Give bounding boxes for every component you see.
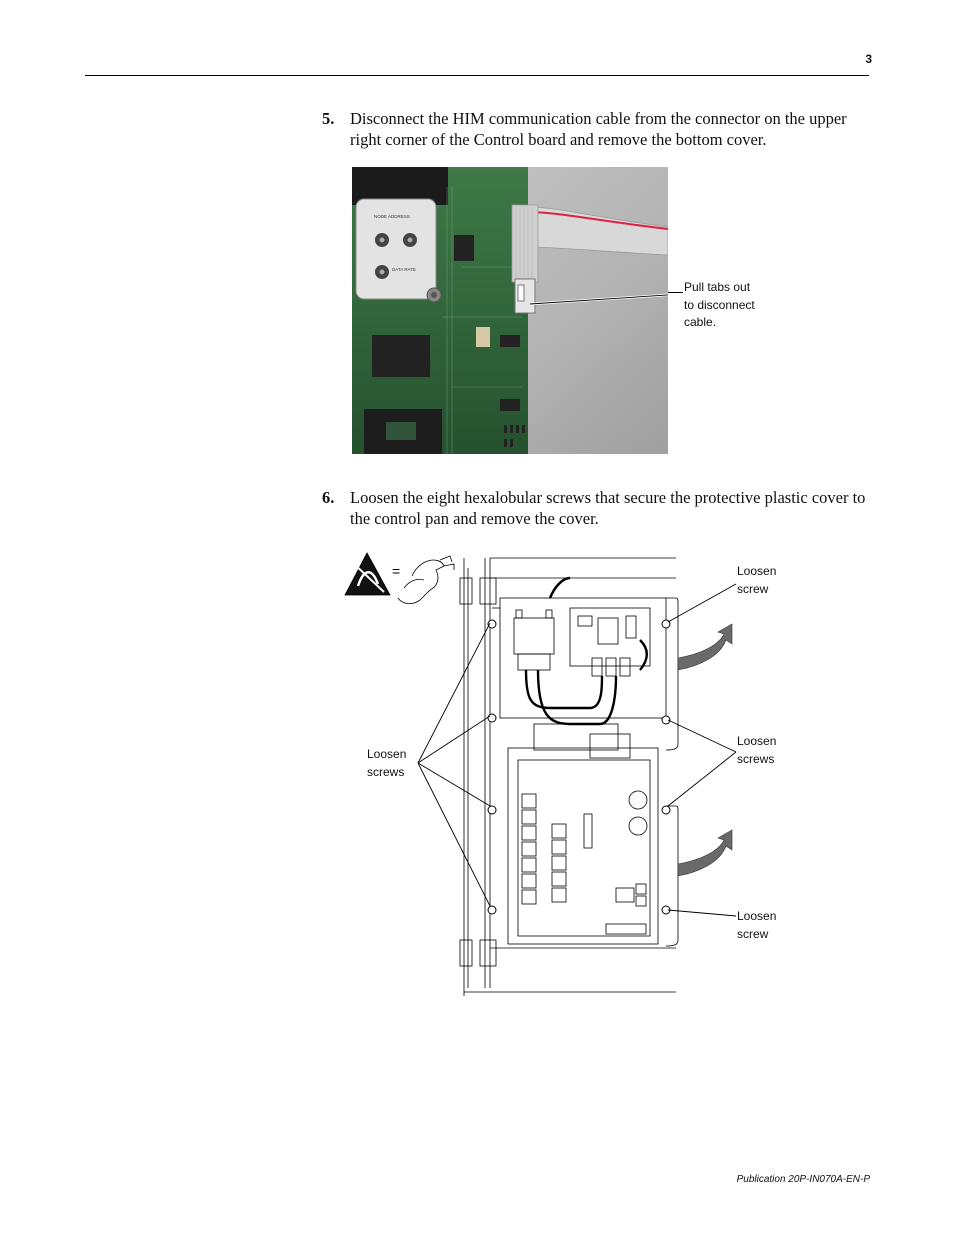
callout-line: cable. bbox=[684, 315, 717, 329]
step-5 bbox=[322, 108, 882, 152]
callout-line: screw bbox=[737, 926, 769, 941]
node-address-label: NODE ADDRESS bbox=[374, 214, 410, 219]
him-cable-photo-svg bbox=[352, 167, 668, 454]
loosen-screw-bottom-callout bbox=[737, 908, 817, 943]
remove-arrow-bottom bbox=[678, 830, 732, 876]
loosen-screws-middle-callout bbox=[737, 733, 817, 768]
loosen-screw-top-callout bbox=[737, 563, 817, 598]
callout-line: Loosen bbox=[737, 564, 777, 578]
remove-arrow-top bbox=[678, 624, 732, 670]
loosen-screws-left-callout bbox=[367, 746, 447, 781]
callout-line: screw bbox=[737, 581, 769, 596]
pull-tabs-callout bbox=[684, 279, 794, 332]
callout-line: screws bbox=[737, 751, 775, 766]
step-6 bbox=[322, 487, 882, 531]
data-rate-label: DATA RATE bbox=[392, 267, 417, 272]
publication-footer: Publication 20P-IN070A-EN-P bbox=[736, 1174, 870, 1185]
page-number: 3 bbox=[865, 52, 872, 66]
callout-line: Loosen bbox=[367, 747, 407, 761]
step-number: 6. bbox=[322, 488, 335, 507]
esd-warning-icon bbox=[345, 553, 390, 595]
callout-line: Loosen bbox=[737, 734, 777, 748]
callout-line: Loosen bbox=[737, 909, 777, 923]
hand-ground-icon bbox=[398, 560, 444, 604]
callout-line: screws bbox=[367, 764, 405, 779]
step-text: Loosen the eight hexalobular screws that secure the protective plastic cover to the control pan and remove the cover. bbox=[350, 488, 866, 528]
callout-line: Pull tabs out bbox=[684, 280, 751, 294]
step-text: Disconnect the HIM communication cable from the connector on the upper right corner of the Control board and remove the bottom cover. bbox=[350, 109, 847, 149]
him-cable-photo bbox=[352, 167, 668, 454]
header-rule bbox=[85, 75, 869, 76]
esd-equals-symbol: = bbox=[392, 563, 401, 579]
step-number: 5. bbox=[322, 109, 335, 128]
callout-leader-extension bbox=[668, 292, 683, 293]
callout-line: to disconnect bbox=[684, 297, 755, 312]
